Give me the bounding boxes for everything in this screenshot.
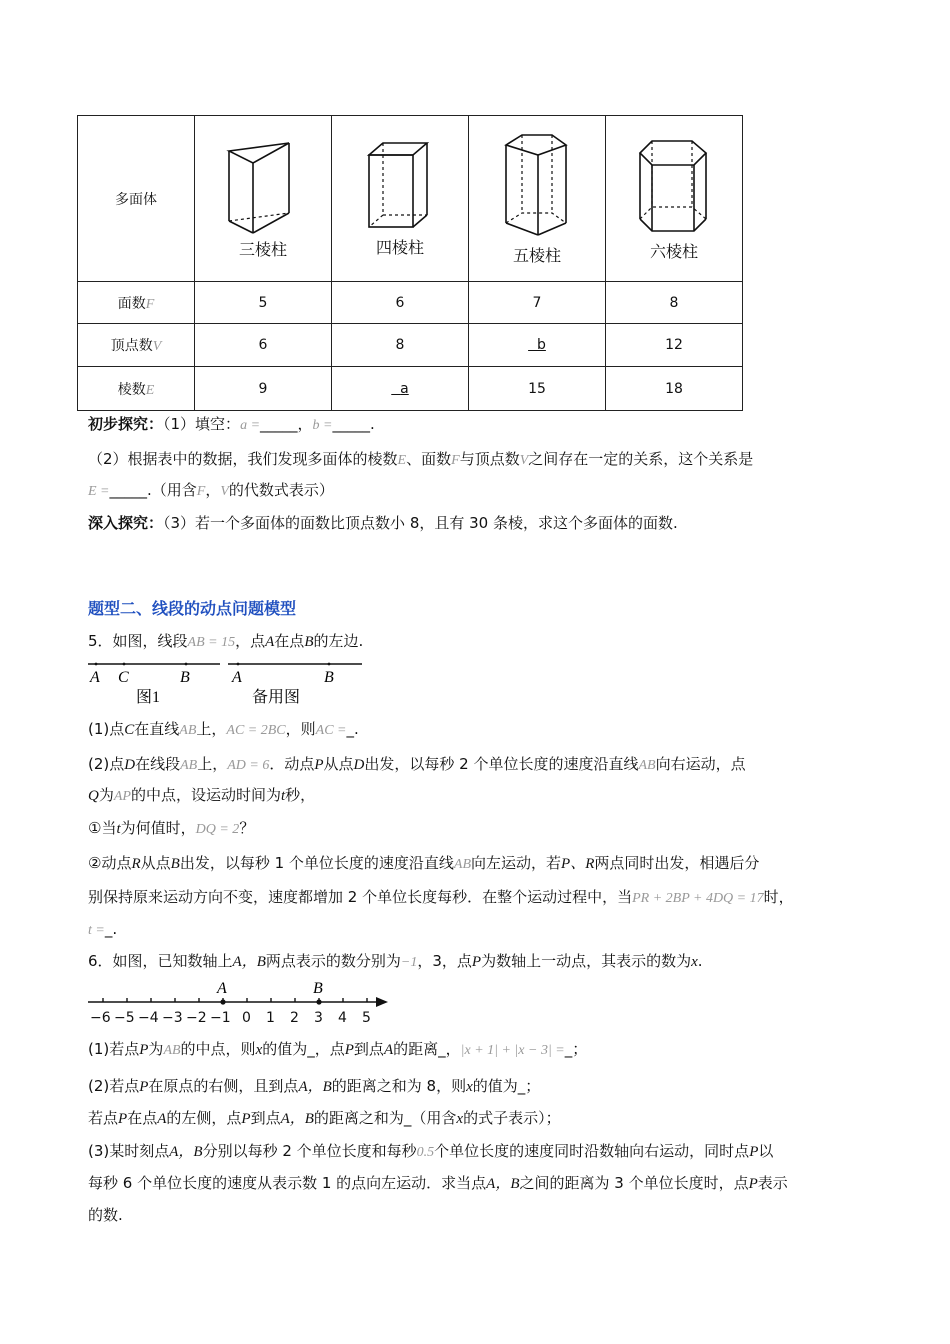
blank-b: b bbox=[537, 337, 546, 353]
var: B bbox=[170, 856, 180, 872]
math: DQ = 2 bbox=[195, 822, 240, 837]
row-label-faces bbox=[78, 282, 195, 324]
math: V bbox=[519, 453, 529, 468]
text: (2)若点 bbox=[88, 1077, 140, 1095]
fig1-label-b: B bbox=[180, 669, 190, 686]
text: _. bbox=[346, 720, 359, 738]
text: 的距离之和为 8，则 bbox=[331, 1077, 467, 1095]
text: 上， bbox=[197, 755, 228, 773]
text: 与顶点数 bbox=[459, 450, 520, 468]
q4-part1: 初步探究：（1）填空：a =_____，b =_____. bbox=[88, 415, 375, 433]
math: AB bbox=[453, 857, 472, 872]
text: _； bbox=[564, 1040, 588, 1058]
q6-sub2 bbox=[88, 1075, 540, 1098]
table-row bbox=[78, 367, 743, 411]
math: t = bbox=[88, 923, 105, 938]
q5-sub2-line1 bbox=[88, 753, 746, 777]
text: 出发，以每秒 2 个单位长度的速度沿直线 bbox=[364, 755, 639, 773]
var: P bbox=[749, 1144, 759, 1160]
text: 在点 bbox=[274, 632, 305, 650]
math: AC = 2BC bbox=[226, 723, 286, 738]
text: 向右运动，点 bbox=[655, 755, 746, 773]
shape-cell-square bbox=[332, 116, 469, 282]
text: _. bbox=[104, 920, 118, 938]
var: P bbox=[748, 1176, 758, 1192]
text: ，则 bbox=[285, 720, 316, 738]
text: 两点表示的数分别为 bbox=[265, 952, 401, 970]
table-row bbox=[78, 282, 743, 324]
q6-sub2b bbox=[88, 1107, 561, 1130]
math: V bbox=[220, 484, 229, 499]
fig1-caption: 图1 bbox=[136, 689, 161, 706]
tick-label: 0 bbox=[242, 1010, 251, 1026]
fig1-label-a: A bbox=[90, 669, 100, 686]
text: ？ bbox=[239, 819, 255, 837]
math: AC = bbox=[315, 723, 347, 738]
var: Q bbox=[88, 788, 99, 804]
row-var: E bbox=[145, 382, 155, 398]
text: 在原点的右侧，且到点 bbox=[148, 1077, 299, 1095]
var: P bbox=[241, 1111, 251, 1127]
tick-label: 3 bbox=[314, 1010, 323, 1026]
triangular-prism-icon bbox=[223, 137, 303, 237]
q5-sub2-ii-line2 bbox=[88, 886, 794, 910]
text: 秒， bbox=[285, 786, 316, 804]
text: 到点 bbox=[250, 1109, 281, 1127]
shape-cell-triangular bbox=[195, 116, 332, 282]
math: E bbox=[397, 453, 407, 468]
math: 0.5 bbox=[416, 1145, 435, 1160]
text: 之间的距离为 3 个单位长度时，点 bbox=[519, 1174, 749, 1192]
polyhedron-table bbox=[77, 115, 743, 411]
tick-label: −2 bbox=[186, 1010, 207, 1026]
q5-sub1 bbox=[88, 718, 359, 742]
var: A bbox=[265, 634, 275, 650]
shape-cell-pentagonal bbox=[469, 116, 606, 282]
tick-label: −4 bbox=[138, 1010, 159, 1026]
var: t bbox=[116, 821, 121, 837]
var: A，B bbox=[280, 1111, 314, 1127]
math: b = bbox=[312, 418, 333, 433]
cell: 12 bbox=[606, 324, 743, 367]
math: F bbox=[196, 484, 206, 499]
axis-point-a: A bbox=[217, 980, 227, 997]
var: D bbox=[124, 757, 136, 773]
q4-part2-line2: E =_____.（用含F，V的代数式表示） bbox=[88, 481, 334, 499]
text: ，点 bbox=[235, 632, 266, 650]
cell-blank-a bbox=[332, 367, 469, 411]
text: (1)若点 bbox=[88, 1040, 140, 1058]
q5-sub2-i bbox=[88, 817, 254, 841]
var: A，B bbox=[298, 1079, 332, 1095]
text: 5．如图，线段 bbox=[88, 632, 188, 650]
row-label: 面数 bbox=[117, 295, 146, 312]
math: |x + 1| + |x − 3| = bbox=[460, 1043, 565, 1058]
text: 的左侧，点 bbox=[166, 1109, 242, 1127]
math: F bbox=[451, 453, 460, 468]
blank: _____ bbox=[260, 415, 298, 433]
var: A，B bbox=[169, 1144, 203, 1160]
fig2-caption: 备用图 bbox=[252, 689, 301, 706]
text: （1）填空： bbox=[163, 415, 241, 433]
tick-label: 5 bbox=[362, 1010, 371, 1026]
text: ．动点 bbox=[269, 755, 315, 773]
q6-sub3-line2 bbox=[88, 1172, 788, 1195]
q5-intro bbox=[88, 630, 363, 654]
text: 时， bbox=[763, 888, 794, 906]
q6-sub3-line3: 的数. bbox=[88, 1206, 123, 1224]
text: (3)某时刻点 bbox=[88, 1142, 170, 1160]
fig2-label-b: B bbox=[324, 669, 334, 686]
shape-cell-hexagonal bbox=[606, 116, 743, 282]
math: AB bbox=[179, 723, 197, 738]
cell: 18 bbox=[606, 367, 743, 411]
text: ②动点 bbox=[88, 854, 132, 872]
shape-name: 六棱柱 bbox=[649, 242, 698, 261]
var: A，B bbox=[232, 954, 266, 970]
section-heading: 题型二、线段的动点问题模型 bbox=[88, 599, 297, 618]
var: x bbox=[466, 1079, 473, 1095]
text: 的式子表示）； bbox=[463, 1109, 561, 1127]
tick-label: 1 bbox=[266, 1010, 275, 1026]
text: 上， bbox=[196, 720, 227, 738]
text: 的值为_； bbox=[472, 1077, 541, 1095]
text: .（用含 bbox=[147, 481, 197, 499]
text: 的距离_， bbox=[393, 1040, 461, 1058]
text: （2）根据表中的数据，我们发现多面体的棱数 bbox=[88, 450, 398, 468]
math: AB bbox=[638, 758, 656, 773]
text: 以 bbox=[758, 1142, 774, 1160]
text: 为何值时， bbox=[120, 819, 196, 837]
text: 之间存在一定的关系，这个关系是 bbox=[528, 450, 754, 468]
var: x bbox=[456, 1111, 464, 1127]
blank: _____ bbox=[332, 415, 370, 433]
var: D bbox=[353, 757, 365, 773]
tick-label: −1 bbox=[210, 1010, 231, 1026]
text: 的值为_，点 bbox=[262, 1040, 345, 1058]
pentagonal-prism-icon bbox=[502, 131, 572, 243]
text: 若点 bbox=[88, 1109, 119, 1127]
table-header-polyhedron: 多面体 bbox=[78, 116, 195, 282]
fig1-label-c: C bbox=[118, 669, 129, 686]
tick-label: 4 bbox=[338, 1010, 347, 1026]
var: A bbox=[383, 1042, 394, 1058]
text: 向左运动，若 bbox=[471, 854, 562, 872]
q5-sub2-line2 bbox=[88, 784, 315, 808]
q4-part2-line1 bbox=[88, 448, 753, 472]
text: （3）若一个多面体的面数比顶点数小 8，且有 30 条棱，求这个多面体的面数. bbox=[163, 514, 678, 532]
var: P、R bbox=[561, 856, 595, 872]
cell: 8 bbox=[606, 282, 743, 324]
var: C bbox=[124, 722, 135, 738]
text: 在直线 bbox=[134, 720, 180, 738]
cell: 5 bbox=[195, 282, 332, 324]
text: 在点 bbox=[127, 1109, 158, 1127]
text: (1)点 bbox=[88, 720, 125, 738]
row-label: 棱数 bbox=[117, 381, 146, 398]
q6-sub3-line1 bbox=[88, 1140, 773, 1164]
var: A，B bbox=[486, 1176, 520, 1192]
segment-figures bbox=[86, 656, 376, 708]
tick-label: −6 bbox=[90, 1010, 111, 1026]
text: 从点 bbox=[140, 854, 171, 872]
cell: 15 bbox=[469, 367, 606, 411]
q6-sub1 bbox=[88, 1038, 587, 1062]
row-label-edges bbox=[78, 367, 195, 411]
tick-label: −3 bbox=[162, 1010, 183, 1026]
var: x bbox=[255, 1042, 263, 1058]
text: 每秒 6 个单位长度的速度从表示数 1 的点向左运动．求当点 bbox=[88, 1174, 487, 1192]
row-label-vertices bbox=[78, 324, 195, 367]
cell-blank-b bbox=[469, 324, 606, 367]
text: 表示 bbox=[757, 1174, 788, 1192]
text: 6．如图，已知数轴上 bbox=[88, 952, 233, 970]
math: PR + 2BP + 4DQ = 17 bbox=[632, 891, 764, 906]
text: 的距离之和为_（用含 bbox=[313, 1109, 457, 1127]
math: AB bbox=[163, 1043, 181, 1058]
var: R bbox=[131, 856, 141, 872]
fig2-label-a: A bbox=[232, 669, 242, 686]
math: −1 bbox=[400, 955, 418, 970]
var: P bbox=[344, 1042, 354, 1058]
text: 出发，以每秒 1 个单位长度的速度沿直线 bbox=[179, 854, 454, 872]
var: P bbox=[118, 1111, 128, 1127]
shape-name: 四棱柱 bbox=[375, 238, 424, 257]
math: AP bbox=[113, 789, 131, 804]
cell: 6 bbox=[195, 324, 332, 367]
number-line bbox=[84, 978, 396, 1026]
var: A bbox=[157, 1111, 167, 1127]
var: P bbox=[139, 1042, 149, 1058]
cell: 8 bbox=[332, 324, 469, 367]
text: 的左边. bbox=[313, 632, 364, 650]
text: ，3，点 bbox=[417, 952, 472, 970]
shape-name: 五棱柱 bbox=[512, 246, 561, 265]
hexagonal-prism-icon bbox=[636, 135, 712, 239]
q5-sub2-ii-line3 bbox=[88, 918, 117, 942]
cell: 7 bbox=[469, 282, 606, 324]
text: ①当 bbox=[88, 819, 117, 837]
square-prism-icon bbox=[365, 139, 435, 235]
text: 的中点，设运动时间为 bbox=[130, 786, 281, 804]
text: 两点同时出发，相遇后分 bbox=[594, 854, 760, 872]
q6-intro bbox=[88, 950, 703, 974]
blank: _____ bbox=[109, 481, 147, 499]
cell: 6 bbox=[332, 282, 469, 324]
tick-label: 2 bbox=[290, 1010, 299, 1026]
math: AD = 6 bbox=[227, 758, 270, 773]
text: 为 bbox=[148, 1040, 164, 1058]
text: 个单位长度的速度同时沿数轴向右运动，同时点 bbox=[434, 1142, 750, 1160]
q5-sub2-ii-line1 bbox=[88, 852, 759, 876]
text: . bbox=[697, 952, 703, 970]
text: 的代数式表示） bbox=[228, 481, 334, 499]
var: B bbox=[304, 634, 314, 650]
text: 、面数 bbox=[406, 450, 452, 468]
text: 分别以每秒 2 个单位长度和每秒 bbox=[202, 1142, 417, 1160]
text: (2)点 bbox=[88, 755, 125, 773]
math: AB bbox=[180, 758, 198, 773]
q4-part3 bbox=[88, 512, 678, 534]
math: E = bbox=[88, 484, 110, 499]
var: P bbox=[314, 757, 324, 773]
label: 初步探究： bbox=[88, 415, 164, 433]
tick-label: −5 bbox=[114, 1010, 135, 1026]
table-row bbox=[78, 324, 743, 367]
var: P bbox=[471, 954, 482, 970]
label: 深入探究： bbox=[88, 514, 164, 532]
math: AB = 15 bbox=[187, 635, 236, 650]
var: P bbox=[139, 1079, 149, 1095]
var: x bbox=[691, 954, 698, 970]
text: 在线段 bbox=[135, 755, 181, 773]
axis-point-b: B bbox=[313, 980, 323, 997]
text: 别保持原来运动方向不变，速度都增加 2 个单位长度每秒．在整个运动过程中，当 bbox=[88, 888, 633, 906]
row-var: V bbox=[152, 339, 162, 354]
math: a = bbox=[240, 418, 261, 433]
shape-name: 三棱柱 bbox=[238, 240, 287, 259]
row-var: F bbox=[145, 296, 155, 312]
row-label: 顶点数 bbox=[110, 338, 153, 354]
var: t bbox=[280, 788, 286, 804]
text: 从点 bbox=[323, 755, 354, 773]
text: 为数轴上一动点，其表示的数为 bbox=[481, 952, 692, 970]
blank-a: a bbox=[400, 380, 409, 397]
text: 到点 bbox=[353, 1040, 384, 1058]
text: 的中点，则 bbox=[180, 1040, 256, 1058]
text: 为 bbox=[98, 786, 114, 804]
cell: 9 bbox=[195, 367, 332, 411]
